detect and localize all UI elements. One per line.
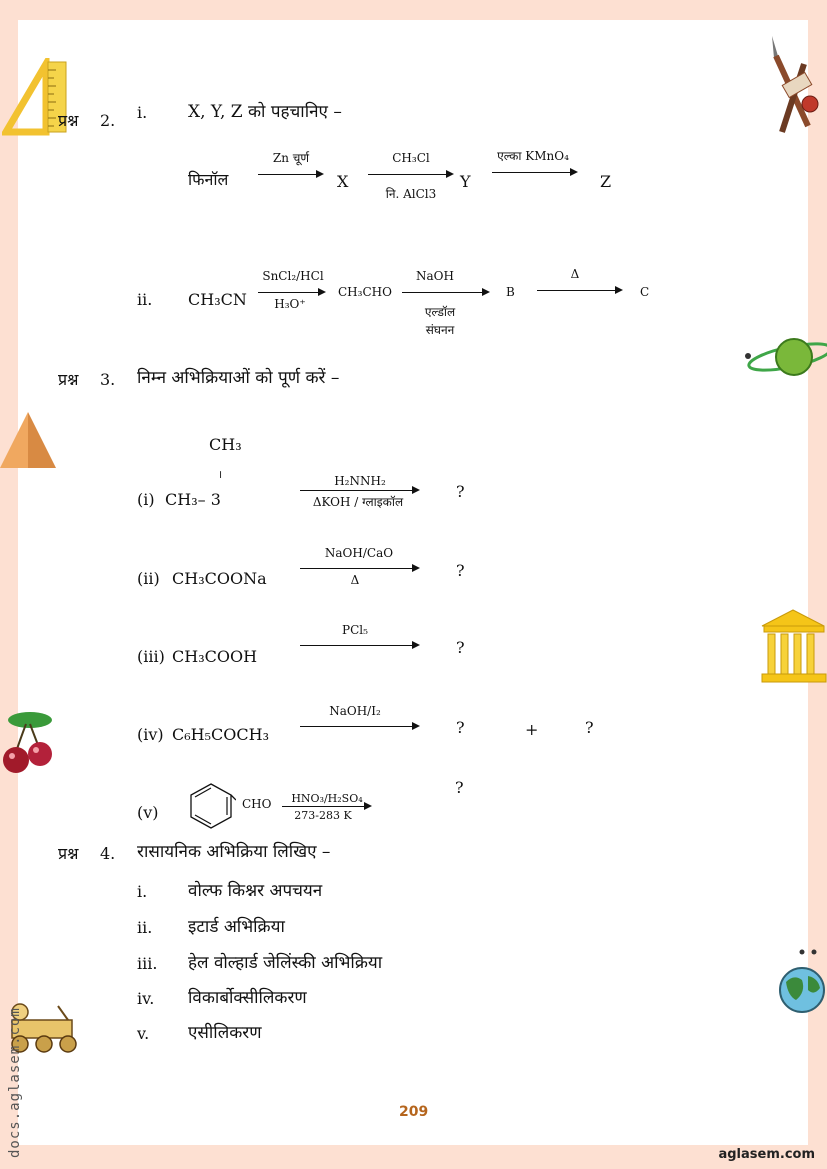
q4-item-text: विकार्बोक्सीलिकरण [188,988,307,1008]
q3-number: 3. [100,370,116,389]
q3-ii-arrow [300,568,418,569]
q4-title: रासायनिक अभिक्रिया लिखिए – [137,842,331,862]
q4-label: प्रश्न [58,844,79,863]
q4-item-number: i. [137,882,148,901]
q2-ii-start: CH₃CN [188,290,247,309]
q3-ii-product: ? [456,561,465,580]
q3-iv-plus: + [525,720,539,739]
q4-item-number: iii. [137,954,158,973]
q2-ii-product-aldehyde: CH₃CHO [338,285,392,299]
q3-iii-reagent: PCl₅ [342,623,368,637]
q3-iv-product-1: ? [456,718,465,737]
q2-i-reagent-2-condition: नि. AlCl3 [385,187,437,201]
q3-iii-product: ? [456,638,465,657]
q3-i-arrow [300,490,418,491]
benzene-ring-icon [186,782,236,830]
q3-iv-product-2: ? [585,718,594,737]
q3-iii-number: (iii) [137,647,165,666]
q4-item-text: इटार्ड अभिक्रिया [188,917,285,937]
q3-i-number: (i) [137,490,155,509]
q3-i-condition: ΔKOH / ग्लाइकॉल [312,495,404,509]
q2-i-product-y: Y [460,172,471,191]
q4-item-text: वोल्फ किश्नर अपचयन [188,881,323,901]
page-number: 209 [399,1104,429,1120]
pencil-scissors-icon [764,34,827,134]
q2-i-arrow-3 [492,172,576,173]
watermark: docs.aglasem.com [7,1007,23,1158]
q3-v-reagent: HNO₃/H₂SO₄ [291,792,363,805]
q2-i-start: फिनॉल [188,170,229,189]
site-link[interactable]: aglasem.com [718,1147,815,1162]
q3-v-product: ? [455,778,464,797]
q3-ii-reagent: NaOH/CaO [324,546,394,560]
q4-item-text: हेल वोल्हार्ड जेलिंस्की अभिक्रिया [188,953,383,973]
q2-ii-condition-aldol: एल्डॉल [424,305,456,319]
q4-item-number: v. [137,1024,150,1043]
q3-iv-reagent: NaOH/I₂ [329,704,381,718]
q3-label: प्रश्न [58,370,79,389]
q2-ii-number: ii. [137,290,153,309]
q2-i-reagent-2: CH₃Cl [392,151,430,165]
q2-ii-arrow-3 [537,290,621,291]
q3-i-bond: । [218,468,223,481]
cherries-icon [0,706,60,778]
q2-ii-product-b: B [506,285,515,299]
q3-i-product: ? [456,482,465,501]
q2-label: प्रश्न [58,111,79,130]
q3-i-reagent: H₂NNH₂ [334,474,386,488]
q3-iv-arrow [300,726,418,727]
q3-ii-number: (ii) [137,569,160,588]
q2-i-product-x: X [337,172,349,191]
q2-ii-reagent-1-hydrolysis: H₃O⁺ [274,297,306,311]
q2-ii-reagent-2: NaOH [416,269,454,283]
q3-ii-reactant: CH₃COONa [172,569,267,588]
q3-v-number: (v) [137,803,159,822]
q3-v-condition: 273-283 K [294,809,352,822]
pyramid-icon [0,410,60,470]
q2-i-arrow-2 [368,174,452,175]
q3-title: निम्न अभिक्रियाओं को पूर्ण करें – [137,368,340,388]
q3-iv-reactant: C₆H₅COCH₃ [172,725,269,744]
q2-ii-arrow-1 [258,292,324,293]
q2-i-reagent-1: Zn चूर्ण [272,151,310,165]
q2-number: 2. [100,111,116,130]
q2-i-product-z: Z [600,172,612,191]
q2-i-number: i. [137,103,148,122]
q2-i-reagent-3: एल्का KMnO₄ [497,149,569,163]
q2-ii-reagent-3: Δ [570,267,580,281]
q3-iii-arrow [300,645,418,646]
q2-i-arrow-1 [258,174,322,175]
q4-number: 4. [100,844,116,863]
q2-i-title: X, Y, Z को पहचानिए – [188,102,342,122]
globe-icon [772,946,827,1018]
q3-v-aldehyde-group: CHO [242,797,272,811]
q4-item-number: iv. [137,989,155,1008]
temple-icon [760,608,827,684]
q2-ii-product-c: C [640,285,650,299]
q3-ii-condition: Δ [350,573,360,587]
q3-i-reactant: CH₃– 3 [165,490,221,509]
q3-v-arrow [282,806,370,807]
q3-iv-number: (iv) [137,725,164,744]
planet-icon [742,332,827,382]
q4-item-text: एसीलिकरण [188,1023,262,1043]
q4-item-number: ii. [137,918,153,937]
q2-ii-condition-condensation: संघनन [425,323,455,337]
q3-iii-reactant: CH₃COOH [172,647,258,666]
q2-ii-arrow-2 [402,292,488,293]
q2-ii-reagent-1: SnCl₂/HCl [262,269,324,283]
q3-i-substituent: CH₃ [209,435,242,454]
